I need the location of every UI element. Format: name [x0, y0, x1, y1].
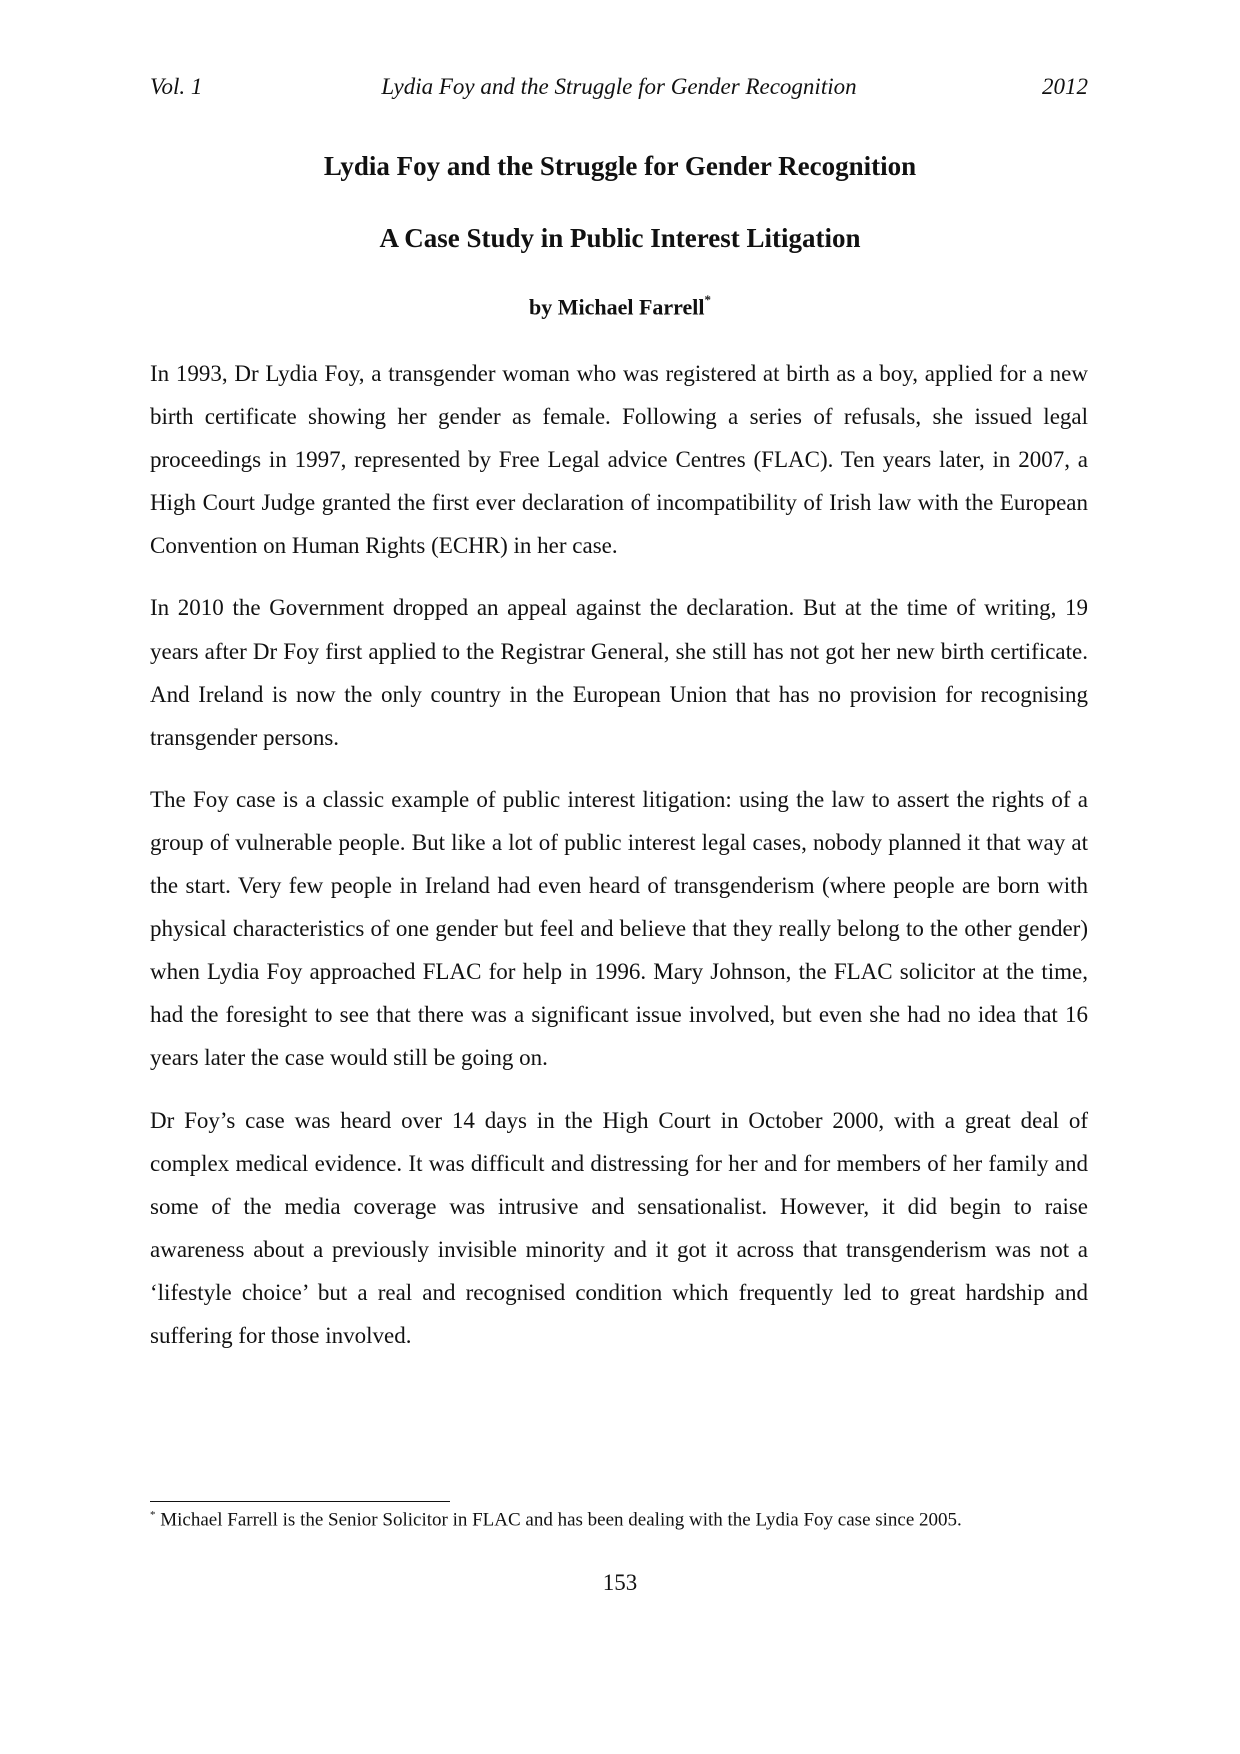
- footnote: [150, 1509, 1088, 1531]
- article-subtitle: A Case Study in Public Interest Litigation: [379, 223, 861, 253]
- running-head-volume: Vol. 1: [150, 74, 203, 99]
- paragraph: Dr Foy’s case was heard over 14 days in the High Court in October 2000, with a great deal of complex medical evidence. It was difficult and distressing for her and for members of her family and some of the media coverage was intrusive and sensationalist. However, it did begin to raise awareness about a previously invisible minority and it got it across that transgenderism was not a ‘lifestyle choice’ but a real and recognised condition which frequently led to great hardship and suffering for those involved.: [150, 1107, 1088, 1348]
- page-number: 153: [602, 1570, 638, 1595]
- byline-text: by Michael Farrell: [528, 294, 705, 320]
- article-byline: [0, 294, 1240, 320]
- paragraph: The Foy case is a classic example of public interest litigation: using the law to assert the rights of a group of vulnerable people. But like a lot of public interest legal cases, nobody planned it that way at the start. Very few people in Ireland had even heard of transgenderism (where people are born with physical characteristics of one gender but feel and believe that they really belong to the other gender) when Lydia Foy approached FLAC for help in 1996. Mary Johnson, the FLAC solicitor at the time, had the foresight to see that there was a significant issue involved, but even she had no idea that 16 years later the case would still be going on.: [150, 786, 1088, 1071]
- paragraph: In 2010 the Government dropped an appeal against the declaration. But at the time of writing, 19 years after Dr Foy first applied to the Registrar General, she still has not got her new birth certificate. And Ireland is now the only country in the European Union that has no provision for recognising transgender persons.: [150, 595, 1088, 750]
- paragraph: In 1993, Dr Lydia Foy, a transgender woman who was registered at birth as a boy, applied for a new birth certificate showing her gender as female. Following a series of refusals, she issued legal proceedings in 1997, represented by Free Legal advice Centres (FLAC). Ten years later, in 2007, a High Court Judge granted the first ever declaration of incompatibility of Irish law with the European Convention on Human Rights (ECHR) in her case.: [150, 361, 1088, 559]
- running-head-title: Lydia Foy and the Struggle for Gender Recognition: [381, 74, 857, 99]
- running-head-year: 2012: [1042, 74, 1088, 99]
- footnote-text: Michael Farrell is the Senior Solicitor in FLAC and has been dealing with the Lydia Foy case since 2005.: [155, 1509, 962, 1531]
- footnote-divider: [150, 1501, 450, 1502]
- article-body: [150, 352, 1088, 1376]
- article-title: Lydia Foy and the Struggle for Gender Recognition: [323, 151, 917, 181]
- footnote-marker: *: [150, 1509, 156, 1521]
- running-head: [150, 74, 1088, 104]
- footnote-marker[interactable]: *: [704, 292, 712, 307]
